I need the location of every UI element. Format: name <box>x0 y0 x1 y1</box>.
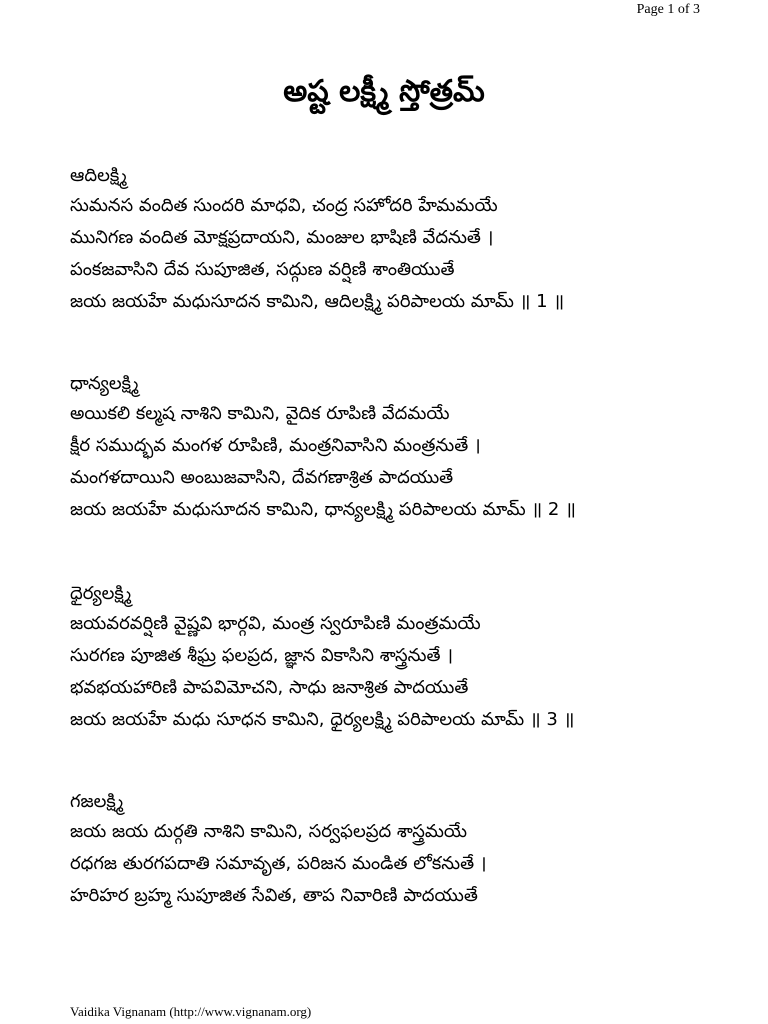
verse-line: హరిహర బ్రహ్మ సుపూజిత సేవిత, తాప నివారిణి పాదయుతే <box>70 885 478 906</box>
verse-line: రధగజ తురగపదాతి సమావృత, పరిజన మండిత లోకనుతే । <box>70 853 487 874</box>
section-dhairyalakshmi <box>70 580 750 736</box>
verse-line: మునిగణ వందిత మోక్షప్రదాయని, మంజుల భాషిణి వేదనుతే । <box>70 227 494 248</box>
section-heading: గజలక్ష్మి <box>70 791 124 812</box>
verse-line: జయ జయహే మధుసూదన కామిని, ధాన్యలక్ష్మి పరిపాలయ మామ్ ॥ 2 ॥ <box>70 499 576 520</box>
document-title: అష్ట లక్ష్మీ స్తోత్రమ్ <box>283 74 485 109</box>
footer-source: Vaidika Vignanam (http://www.vignanam.org) <box>70 1004 312 1019</box>
verse-line: జయ జయ దుర్గతి నాశిని కామిని, సర్వఫలప్రద శాస్త్రమయే <box>70 821 468 842</box>
verse-line: క్షీర సముద్భవ మంగళ రూపిణి, మంత్రనివాసిని మంత్రనుతే । <box>70 435 481 456</box>
verse-line: జయ జయహే మధు సూధన కామిని, ధైర్యలక్ష్మి పరిపాలయ మామ్ ॥ 3 ॥ <box>70 709 575 730</box>
verse-line: మంగళదాయిని అంబుజవాసిని, దేవగణాశ్రిత పాదయుతే <box>70 467 454 488</box>
verse-line: జయవరవర్షిణి వైష్ణవి భార్గవి, మంత్ర స్వరూపిణి మంత్రమయే <box>70 613 481 634</box>
verse-line: సుమనస వందిత సుందరి మాధవి, చంద్ర సహోదరి హేమమయే <box>70 195 498 216</box>
section-adilakshmi <box>70 162 750 318</box>
verse-line: పంకజవాసిని దేవ సుపూజిత, సద్గుణ వర్షిణి శాంతియుతే <box>70 259 455 280</box>
verse-line: అయికలి కల్మష నాశిని కామిని, వైదిక రూపిణి వేదమయే <box>70 403 450 424</box>
verse-line: భవభయహారిణి పాపవిమోచని, సాధు జనాశ్రిత పాదయుతే <box>70 677 469 698</box>
verse-line: జయ జయహే మధుసూదన కామిని, ఆదిలక్ష్మి పరిపాలయ మామ్ ॥ 1 ॥ <box>70 291 565 312</box>
section-dhanyalakshmi <box>70 370 750 526</box>
page-number: Page 1 of 3 <box>636 2 700 17</box>
section-heading: ధైర్యలక్ష్మి <box>70 583 132 604</box>
section-heading: ధాన్యలక్ష్మి <box>70 373 139 394</box>
section-gajalakshmi <box>70 788 750 912</box>
section-heading: ఆదిలక్ష్మి <box>70 165 127 186</box>
verse-line: సురగణ పూజిత శీఘ్ర ఫలప్రద, జ్ఞాన వికాసిని శాస్త్రనుతే । <box>70 645 454 666</box>
